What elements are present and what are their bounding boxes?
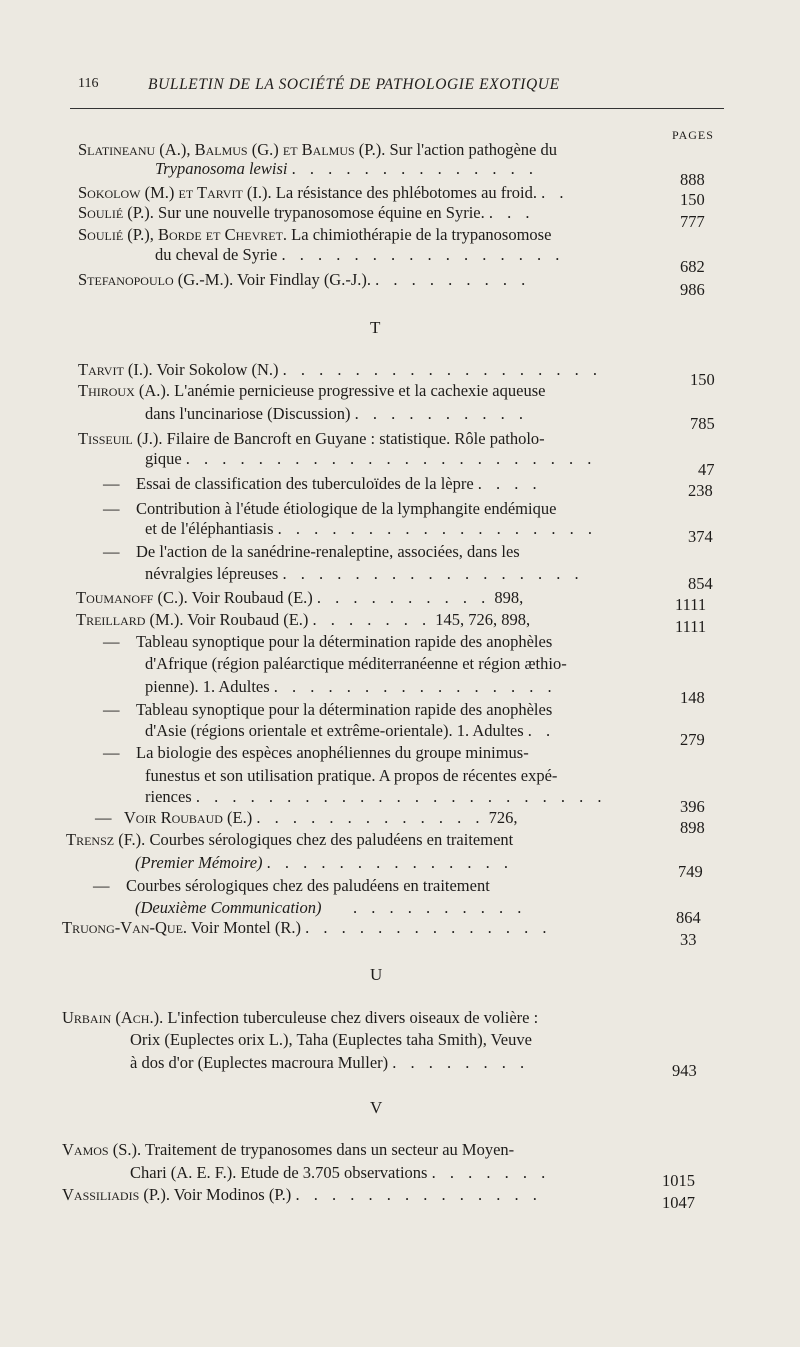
- entry-continuation: et de l'éléphantiasis . . . . . . . . . . . . . . . . . .: [145, 519, 598, 538]
- entry-continuation: à dos d'or (Euplectes macroura Muller) . . . . . . . .: [130, 1053, 530, 1072]
- page-ref: 785: [690, 414, 715, 433]
- page-ref: 682: [680, 257, 705, 276]
- entry-continuation: (Premier Mémoire) . . . . . . . . . . . . . .: [135, 853, 514, 872]
- entry-continuation: dans l'uncinariose (Discussion) . . . . . . . . . .: [145, 404, 529, 423]
- page-ref: 396: [680, 797, 705, 816]
- entry-continuation: Orix (Euplectes orix L.), Taha (Euplectes taha Smith), Veuve: [130, 1030, 532, 1049]
- page-ref: 888: [680, 170, 705, 189]
- section-letter-u: U: [370, 965, 383, 984]
- pages-column-label: PAGES: [672, 128, 714, 142]
- page-ref: 749: [678, 862, 703, 881]
- page-ref: 148: [680, 688, 705, 707]
- page-ref: 898: [680, 818, 705, 837]
- entry-continuation: du cheval de Syrie . . . . . . . . . . . . . . . .: [155, 245, 565, 264]
- entry-continuation: pienne). 1. Adultes . . . . . . . . . . . . . . . .: [145, 677, 557, 696]
- index-entry: Toumanoff (C.). Voir Roubaud (E.) . . . . . . . . . . 898,: [76, 588, 524, 607]
- entry-continuation: (Deuxième Communication) . . . . . . . . . .: [135, 898, 527, 917]
- index-entry: Soulié (P.), Borde et Chevret. La chimiothérapie de la trypanosomose: [78, 225, 552, 244]
- page-ref: 854: [688, 574, 713, 593]
- section-letter-v: V: [370, 1098, 383, 1117]
- page-ref: 150: [680, 190, 705, 209]
- entry-continuation: funestus et son utilisation pratique. A propos de récentes expé-: [145, 766, 558, 785]
- index-entry: Treillard (M.). Voir Roubaud (E.) . . . . . . . 145, 726, 898,: [76, 610, 531, 629]
- index-entry: Slatineanu (A.), Balmus (G.) et Balmus (P.). Sur l'action pathogène du: [78, 140, 557, 159]
- page-ref: 33: [680, 930, 697, 949]
- index-entry: Stefanopoulo (G.-M.). Voir Findlay (G.-J.). . . . . . . . . .: [78, 270, 531, 289]
- index-entry: — La biologie des espèces anophéliennes du groupe minimus-: [103, 743, 529, 762]
- entry-continuation: Trypanosoma lewisi . . . . . . . . . . . . . .: [155, 159, 538, 178]
- running-title: BULLETIN DE LA SOCIÉTÉ DE PATHOLOGIE EXOTIQUE: [148, 76, 560, 93]
- page-ref: 986: [680, 280, 705, 299]
- index-entry: — Voir Roubaud (E.) . . . . . . . . . . . . . 726,: [95, 808, 518, 827]
- index-entry: Vassiliadis (P.). Voir Modinos (P.) . . . . . . . . . . . . . .: [62, 1185, 542, 1204]
- section-letter-t: T: [370, 318, 381, 337]
- index-entry: Truong-Van-Que. Voir Montel (R.) . . . . . . . . . . . . . .: [62, 918, 552, 937]
- index-entry: Tisseuil (J.). Filaire de Bancroft en Guyane : statistique. Rôle patholo-: [78, 429, 545, 448]
- entry-continuation: riences . . . . . . . . . . . . . . . . . . . . . . .: [145, 787, 607, 806]
- index-entry: Vamos (S.). Traitement de trypanosomes dans un secteur au Moyen-: [62, 1140, 515, 1159]
- page-ref: 1111: [675, 617, 707, 636]
- index-entry: — Courbes sérologiques chez des paludéens en traitement: [93, 876, 490, 895]
- entry-continuation: d'Asie (régions orientale et extrême-orientale). 1. Adultes . .: [145, 721, 556, 740]
- page-ref: 1015: [662, 1171, 695, 1190]
- page-number: 116: [78, 76, 99, 91]
- index-entry: Soulié (P.). Sur une nouvelle trypanosomose équine en Syrie. . . .: [78, 203, 535, 222]
- entry-continuation: d'Afrique (région paléarctique méditerranéenne et région æthio-: [145, 654, 567, 673]
- index-entry: — Tableau synoptique pour la détermination rapide des anophèles: [103, 700, 553, 719]
- index-entry: Sokolow (M.) et Tarvit (I.). La résistance des phlébotomes au froid. . .: [78, 183, 569, 202]
- page-ref: 1111: [675, 595, 707, 614]
- page-ref: 1047: [662, 1193, 695, 1212]
- index-entry: Urbain (Ach.). L'infection tuberculeuse chez divers oiseaux de volière :: [62, 1008, 539, 1027]
- page-ref: 943: [672, 1061, 697, 1080]
- index-entry: — Contribution à l'étude étiologique de la lymphangite endémique: [103, 499, 557, 518]
- index-entry: — Tableau synoptique pour la détermination rapide des anophèles: [103, 632, 553, 651]
- page-ref: 777: [680, 212, 705, 231]
- entry-continuation: Chari (A. E. F.). Etude de 3.705 observations . . . . . . .: [130, 1163, 551, 1182]
- page-ref: 279: [680, 730, 705, 749]
- entry-continuation: névralgies lépreuses . . . . . . . . . . . . . . . . .: [145, 564, 584, 583]
- index-entry: — De l'action de la sanédrine-renaleptine, associées, dans les: [103, 542, 520, 561]
- page-header: [78, 72, 723, 112]
- index-entry: — Essai de classification des tuberculoïdes de la lèpre . . . .: [103, 474, 542, 493]
- page-ref: 864: [676, 908, 701, 927]
- page-ref: 374: [688, 527, 713, 546]
- page-ref: 150: [690, 370, 715, 389]
- index-entry: Thiroux (A.). L'anémie pernicieuse progressive et la cachexie aqueuse: [78, 381, 546, 400]
- header-rule: [70, 108, 724, 109]
- page-ref: 238: [688, 481, 713, 500]
- entry-continuation: gique . . . . . . . . . . . . . . . . . . . . . . .: [145, 449, 597, 468]
- page-ref: 47: [698, 460, 715, 479]
- index-entry: Tarvit (I.). Voir Sokolow (N.) . . . . . . . . . . . . . . . . . .: [78, 360, 603, 379]
- index-entry: Trensz (F.). Courbes sérologiques chez des paludéens en traitement: [66, 830, 514, 849]
